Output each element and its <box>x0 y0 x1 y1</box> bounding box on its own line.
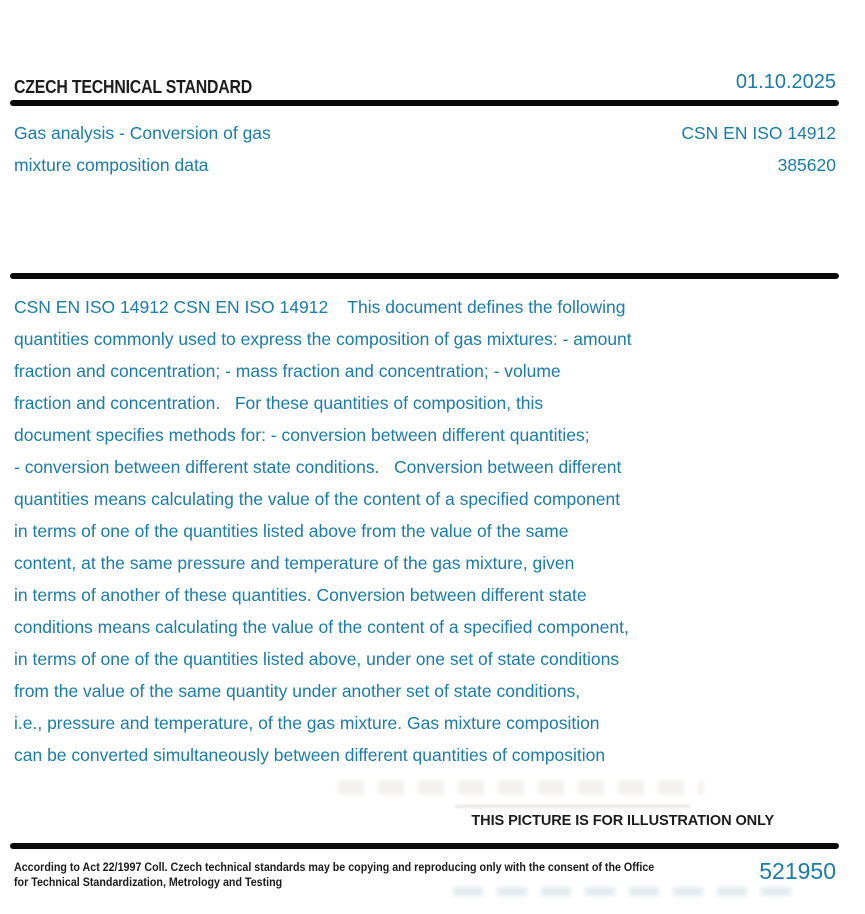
document-title-line2: mixture composition data <box>14 155 209 175</box>
footer-divider-rule <box>10 843 839 849</box>
abstract-line: content, at the same pressure and temperature of the gas mixture, given <box>14 553 575 573</box>
standard-code: CSN EN ISO 14912 <box>681 123 836 143</box>
abstract-divider-rule <box>10 273 839 279</box>
abstract-line: i.e., pressure and temperature, of the gas mixture. Gas mixture composition <box>14 713 600 733</box>
abstract-line: quantities means calculating the value of the content of a specified component <box>14 489 621 509</box>
abstract-line: CSN EN ISO 14912 CSN EN ISO 14912 This document defines the following <box>14 297 626 317</box>
copyright-legal-text <box>14 861 654 890</box>
copyright-legal-line1: According to Act 22/1997 Coll. Czech technical standards may be copying and reproducing only with the consent of the Office <box>14 862 655 874</box>
faint-watermark-dash <box>455 805 690 808</box>
abstract-line: quantities commonly used to express the composition of gas mixtures: - amount <box>14 329 632 349</box>
abstract-text <box>14 291 632 771</box>
abstract-line: can be converted simultaneously between different quantities of composition <box>14 745 606 765</box>
standard-type-label: CZECH TECHNICAL STANDARD <box>14 77 253 97</box>
footer-document-number: 521950 <box>759 858 836 884</box>
abstract-line: - conversion between different state conditions. Conversion between different <box>14 457 622 477</box>
copyright-legal-line2: for Technical Standardization, Metrology and Testing <box>14 876 283 889</box>
publication-date: 01.10.2025 <box>735 71 836 93</box>
abstract-line: fraction and concentration. For these quantities of composition, this <box>14 393 544 413</box>
standard-code-block <box>681 117 836 181</box>
header-divider-rule <box>10 100 839 106</box>
abstract-line: conditions means calculating the value of the content of a specified component, <box>14 617 629 637</box>
illustration-only-notice: THIS PICTURE IS FOR ILLUSTRATION ONLY <box>471 812 774 829</box>
abstract-line: in terms of one of the quantities listed above, under one set of state conditions <box>14 649 620 669</box>
abstract-line: in terms of one of the quantities listed above from the value of the same <box>14 521 569 541</box>
faint-watermark-upper <box>338 780 703 795</box>
abstract-line: document specifies methods for: - conversion between different quantities; <box>14 425 590 445</box>
document-title <box>14 117 271 181</box>
document-title-line1: Gas analysis - Conversion of gas <box>14 123 271 143</box>
abstract-line: from the value of the same quantity under another set of state conditions, <box>14 681 581 701</box>
abstract-line: fraction and concentration; - mass fraction and concentration; - volume <box>14 361 561 381</box>
catalog-number: 385620 <box>777 155 836 175</box>
abstract-line: in terms of another of these quantities. Conversion between different state <box>14 585 587 605</box>
